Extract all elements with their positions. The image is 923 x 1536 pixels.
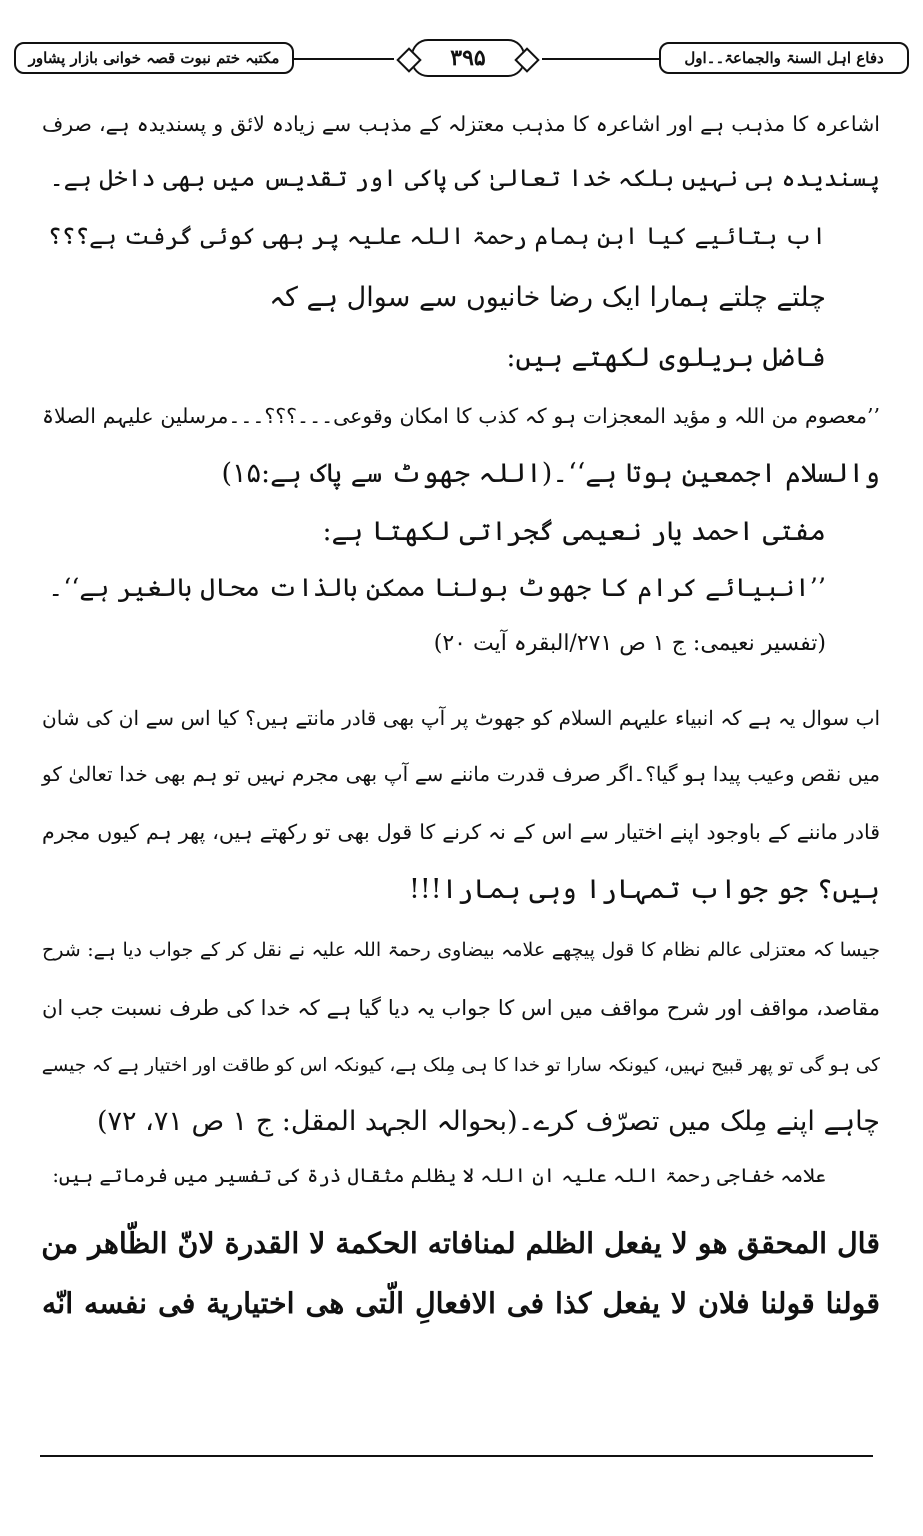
text-line: قادر ماننے کے باوجود اپنے اختیار سے اس کے نہ کرنے کا قول بھی تو رکھتے ہیں، پھر ہم کیوں مجرم [42, 820, 880, 844]
publisher-name: مکتبہ ختم نبوت قصہ خوانی بازار پشاور [14, 42, 294, 74]
arabic-quote-line: قال المحقق هو لا يفعل الظلم لمنافاته الحكمة لا القدرة لانّ الظّاهر من [41, 1226, 880, 1260]
text-line: فاضل بریلوی لکھتے ہیں: [506, 342, 826, 373]
text-line: اب سوال یہ ہے کہ انبیاء علیہم السلام کو جھوٹ پر آپ بھی قادر مانتے ہیں؟ کیا اس سے ان کی شان [42, 706, 880, 730]
text-line: اب بتائیے کیا ابن ہمام رحمۃ اللہ علیہ پر بھی کوئی گرفت ہے؟؟؟ [47, 222, 826, 250]
text-line: علامہ خفاجی رحمۃ اللہ علیہ ان اللہ لا یظلم مثقال ذرۃ کی تفسیر میں فرماتے ہیں: [52, 1164, 826, 1187]
page-number: ۳۹۵ [411, 39, 525, 77]
quote-line: ’’معصوم من اللہ و مؤید المعجزات ہو کہ کذب کا امکان وقوعی۔۔۔؟؟؟۔۔۔مرسلین علیہم الصلاۃ [42, 404, 880, 428]
quote-line: ’’انبیائے کرام کا جھوٹ بولنا ممکن بالذات محال بالغیر ہے‘‘۔ [48, 573, 826, 603]
text-line: چاہے اپنے مِلک میں تصرّف کرے۔(بحوالہ الجہد المقل: ج ۱ ص ۷۱، ۷۲) [96, 1106, 880, 1137]
text-line: مفتی احمد یار نعیمی گجراتی لکھتا ہے: [322, 516, 826, 547]
page-number-badge [394, 38, 542, 78]
quote-line: والسلام اجمعین ہوتا ہے‘‘۔(اللہ جھوٹ سے پاک ہے:۱۵) [221, 458, 880, 489]
text-line: جیسا کہ معتزلی عالم نظام کا قول پیچھے علامہ بیضاوی رحمۃ اللہ علیہ نے نقل کر کے جواب دیا ہے: شرح [42, 939, 880, 961]
text-line: پسندیدہ ہی نہیں بلکہ خدا تعالیٰ کی پاکی اور تقدیس میں بھی داخل ہے۔ [49, 164, 880, 192]
reference-line: (تفسیر نعیمی: ج ۱ ص ۲۷۱/البقرہ آیت ۲۰) [433, 631, 826, 656]
text-line: اشاعرہ کا مذہب ہے اور اشاعرہ کا مذہب معتزلہ کے مذہب سے زیادہ لائق و پسندیدہ ہے، صرف [42, 112, 880, 136]
text-line: ہیں؟ جو جواب تمہارا وہی ہمارا!!! [409, 874, 880, 905]
page-header [14, 38, 909, 82]
book-title: دفاع اہل السنۃ والجماعۃ۔۔اول [659, 42, 909, 74]
text-line: مقاصد، مواقف اور شرح مواقف میں اس کا جواب یہ دیا گیا ہے کہ خدا کی طرف نسبت جب ان [42, 996, 880, 1020]
text-line: کی ہو گی تو پھر قبیح نہیں، کیونکہ سارا تو خدا کا ہی مِلک ہے، کیونکہ اس کو طاقت اور اختیار ہے کہ جیسے [41, 1055, 880, 1076]
arabic-quote-line: قولنا قولنا فلان لا يفعل كذا فى الافعالِ الّتى هى اختيارية فى نفسه انّه [42, 1286, 880, 1320]
text-line: میں نقص وعیب پیدا ہو گیا؟۔اگر صرف قدرت ماننے سے آپ بھی مجرم نہیں تو ہم بھی خدا تعالیٰ کو [42, 762, 880, 786]
footer-rule [40, 1455, 873, 1457]
text-line: چلتے چلتے ہمارا ایک رضا خانیوں سے سوال ہے کہ [269, 282, 826, 313]
